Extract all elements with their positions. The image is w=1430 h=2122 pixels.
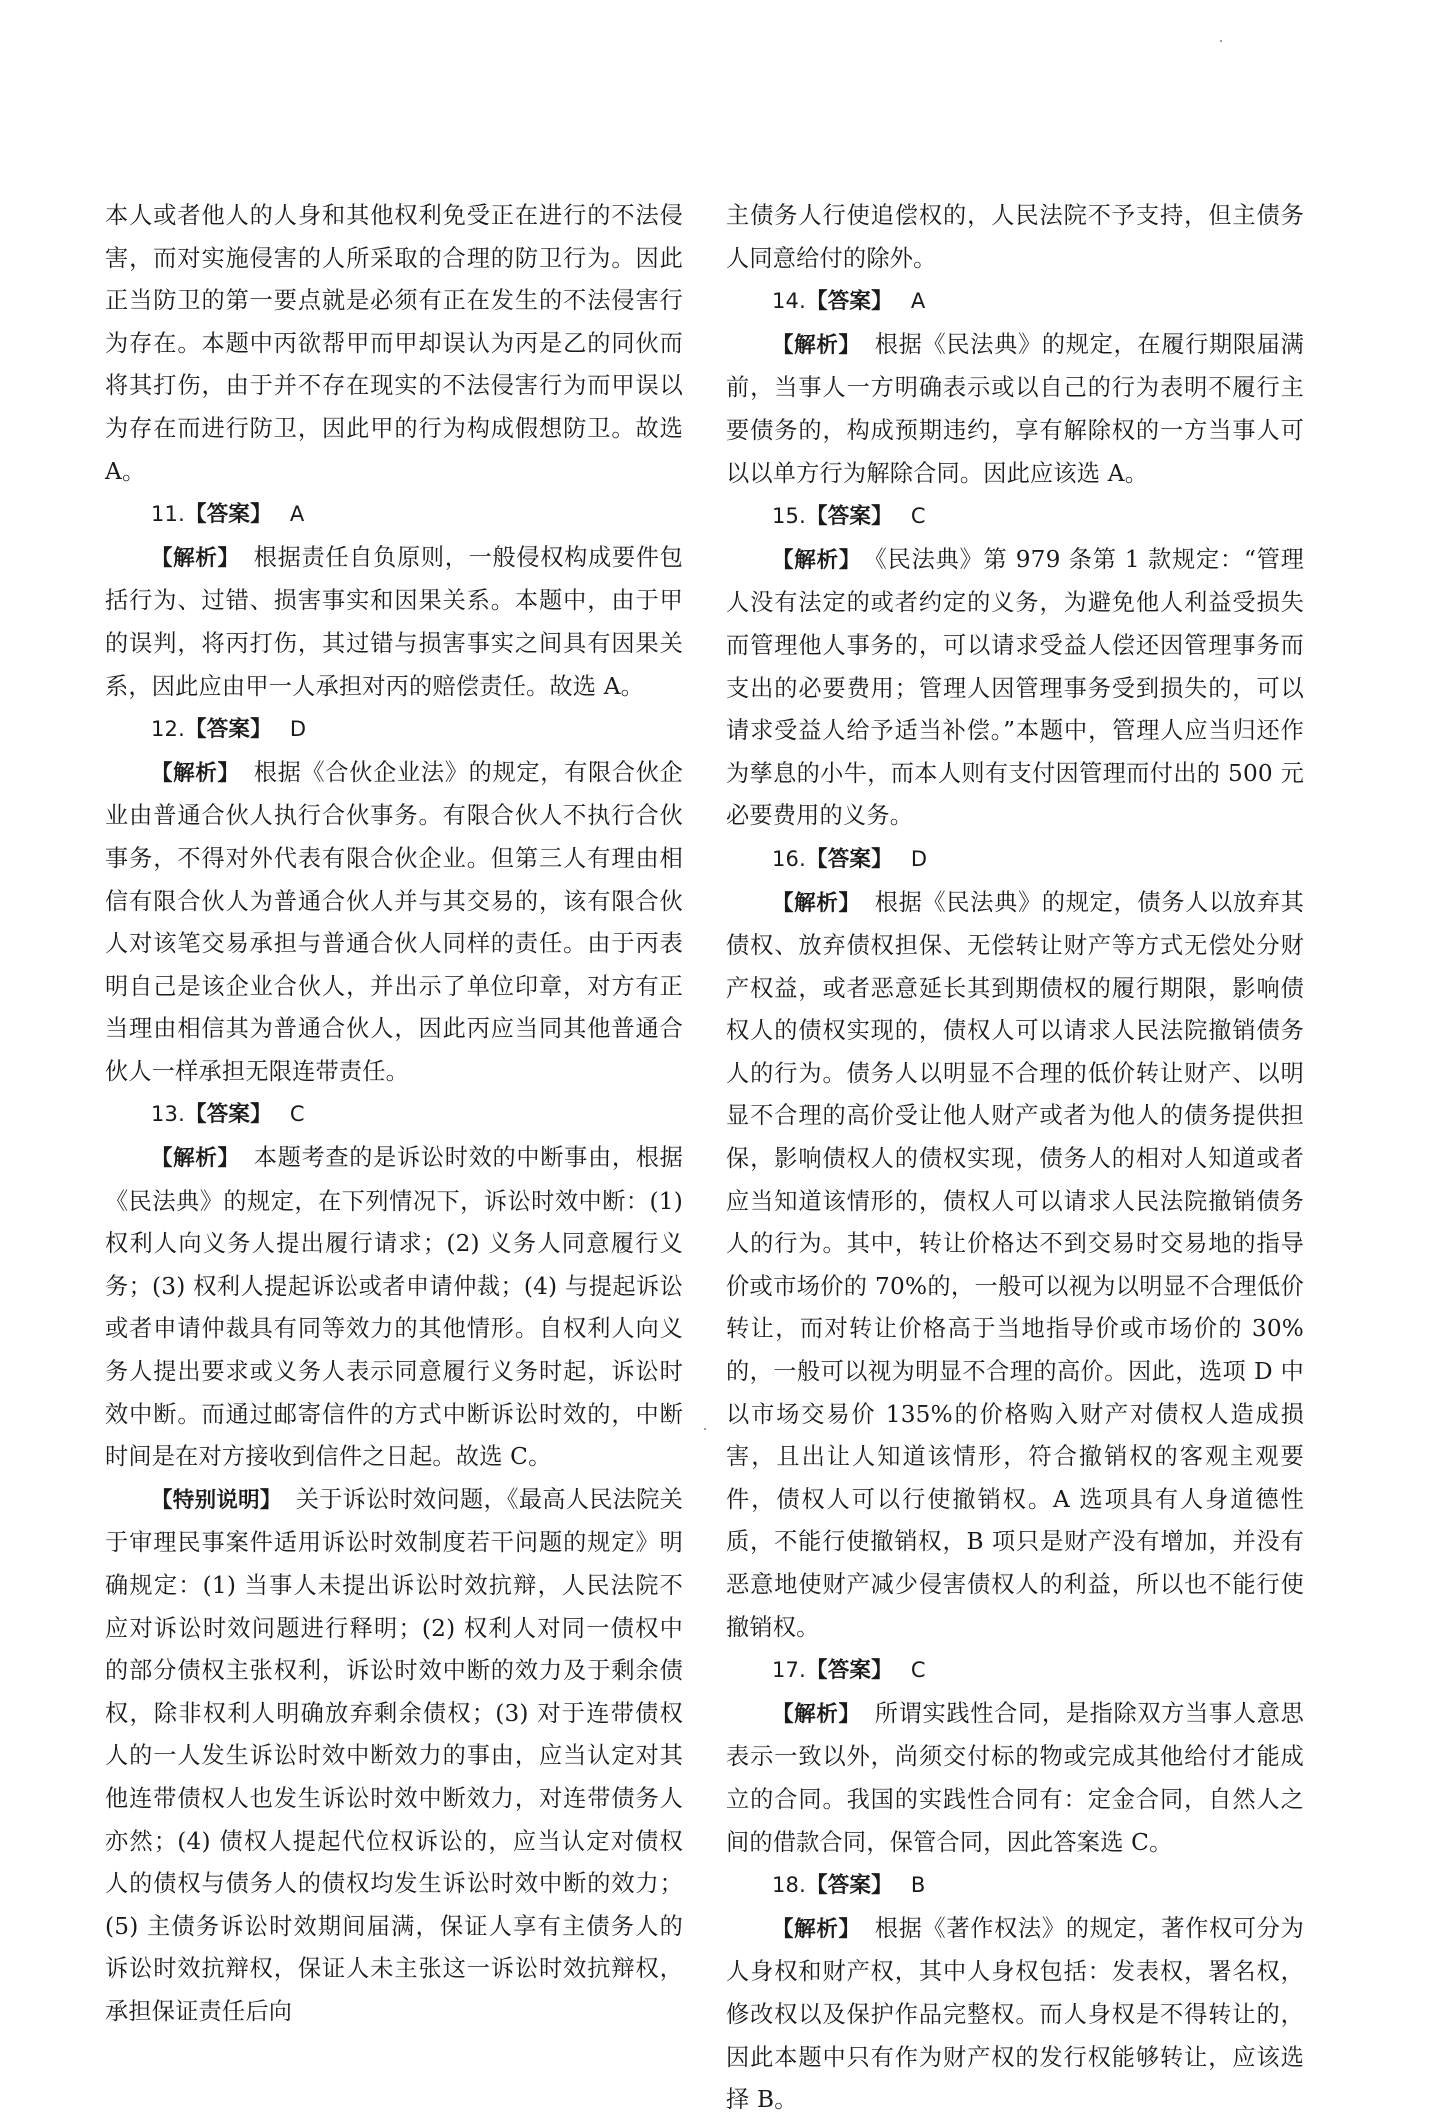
answer-tag: 【答案】	[185, 502, 272, 528]
answer-line-15	[726, 495, 1304, 539]
question-number: 18.	[772, 1873, 806, 1898]
answer-tag: 【答案】	[806, 504, 893, 530]
answer-line-16	[726, 838, 1304, 882]
answer-value: C	[289, 1102, 305, 1127]
explanation-13	[105, 1137, 683, 1479]
answer-value: A	[289, 502, 305, 527]
question-number: 14.	[772, 289, 806, 314]
question-number: 12.	[151, 717, 185, 742]
answer-line-18	[726, 1864, 1304, 1908]
answer-tag: 【答案】	[806, 1658, 893, 1684]
explanation-text: 所谓实践性合同，是指除双方当事人意思表示一致以外，尚须交付标的物或完成其他给付才能成立的合同。我国的实践性合同有：定金合同，自然人之间的借款合同，保管合同，因此答案选 C。	[726, 1699, 1304, 1856]
continued-paragraph: 本人或者他人的人身和其他权利免受正在进行的不法侵害，而对实施侵害的人所采取的合理的防卫行为。因此正当防卫的第一要点就是必须有正在发生的不法侵害行为存在。本题中丙欲帮甲而甲却误认为丙是乙的同伙而将其打伤，由于并不存在现实的不法侵害行为而甲误以为存在而进行防卫，因此甲的行为构成假想防卫。故选 A。	[105, 202, 683, 485]
answer-line-11	[105, 493, 683, 537]
explanation-text: 根据《民法典》的规定，债务人以放弃其债权、放弃债权担保、无偿转让财产等方式无偿处分财产权益，或者恶意延长其到期债权的履行期限，影响债权人的债权实现的，债权人可以请求人民法院撤销债务人的行为。债务人以明显不合理的低价转让财产、以明显不合理的高价受让他人财产或者为他人的债务提供担保，影响债权人的债权实现，债务人的相对人知道或者应当知道该情形的，债权人可以请求人民法院撤销债务人的行为。其中，转让价格达不到交易时交易地的指导价或市场价的 70%的，一般可以视为以明显不合理低价转让，而对转让价格高于当地指导价或市场价的 30%的，一般可以视为明显不合理的高价。因此，选项 D 中以市场交易价 135%的价格购入财产对债权人造成损害，且出让人知道该情形，符合撤销权的客观主观要件，债权人可以行使撤销权。A 选项具有人身道德性质，不能行使撤销权，B 项只是财产没有增加，并没有恶意地使财产减少侵害债权人的利益，所以也不能行使撤销权。	[726, 888, 1304, 1641]
answer-tag: 【答案】	[185, 717, 272, 743]
explanation-tag: 【解析】	[772, 332, 861, 358]
question-number: 17.	[772, 1658, 806, 1683]
special-note-tag: 【特别说明】	[151, 1487, 282, 1513]
answer-value: A	[910, 289, 926, 314]
explanation-text: 《民法典》第 979 条第 1 款规定：“管理人没有法定的或者约定的义务，为避免他人利益受损失而管理他人事务的，可以请求受益人偿还因管理事务而支出的必要费用；管理人因管理事务受到损失的，可以请求受益人给予适当补偿。”本题中，管理人应当归还作为孳息的小牛，而本人则有支付因管理而付出的 500 元必要费用的义务。	[726, 545, 1304, 830]
question-number: 16.	[772, 846, 806, 871]
answer-line-13	[105, 1093, 683, 1137]
explanation-tag: 【解析】	[151, 545, 240, 571]
answer-tag: 【答案】	[806, 289, 893, 315]
answer-value: D	[910, 846, 928, 871]
explanation-tag: 【解析】	[151, 1146, 240, 1172]
scan-speck-dot	[1220, 40, 1222, 42]
answer-tag: 【答案】	[806, 1873, 893, 1899]
answer-tag: 【答案】	[185, 1102, 272, 1128]
continued-paragraph: 主债务人行使追偿权的，人民法院不予支持，但主债务人同意给付的除外。	[726, 202, 1304, 272]
explanation-tag: 【解析】	[772, 890, 861, 916]
explanation-14	[726, 324, 1304, 495]
answer-value: D	[289, 717, 307, 742]
answer-value: C	[910, 1658, 926, 1683]
answer-tag: 【答案】	[806, 846, 893, 872]
explanation-tag: 【解析】	[772, 547, 862, 573]
explanation-text: 根据《合伙企业法》的规定，有限合伙企业由普通合伙人执行合伙事务。有限合伙人不执行合伙事务，不得对外代表有限合伙企业。但第三人有理由相信有限合伙人为普通合伙人并与其交易的，该有限合伙人对该笔交易承担与普通合伙人同样的责任。由于丙表明自己是该企业合伙人，并出示了单位印章，对方有正当理由相信其为普通合伙人，因此丙应当同其他普通合伙人一样承担无限连带责任。	[105, 758, 683, 1085]
answer-line-14	[726, 280, 1304, 324]
special-note-13	[105, 1479, 683, 2034]
explanation-text: 根据《著作权法》的规定，著作权可分为人身权和财产权，其中人身权包括：发表权，署名权，修改权以及保护作品完整权。而人身权是不得转让的，因此本题中只有作为财产权的发行权能够转让，应该选择 B。	[726, 1914, 1304, 2114]
explanation-tag: 【解析】	[772, 1701, 861, 1727]
explanation-17	[726, 1693, 1304, 1864]
question-number: 13.	[151, 1102, 185, 1127]
explanation-text: 根据责任自负原则，一般侵权构成要件包括行为、过错、损害事实和因果关系。本题中，由于甲的误判，将丙打伤，其过错与损害事实之间具有因果关系，因此应由甲一人承担对丙的赔偿责任。故选 A。	[105, 543, 683, 700]
answer-line-17	[726, 1649, 1304, 1693]
question-number: 11.	[151, 502, 185, 527]
explanation-text: 本题考查的是诉讼时效的中断事由，根据《民法典》的规定，在下列情况下，诉讼时效中断：(1) 权利人向义务人提出履行请求；(2) 义务人同意履行义务；(3) 权利人提起诉讼或者申请仲裁；(4) 与提起诉讼或者申请仲裁具有同等效力的其他情形。自权利人向义务人提出要求或义务人表示同意履行义务时起，诉讼时效中断。而通过邮寄信件的方式中断诉讼时效的，中断时间是在对方接收到信件之日起。故选 C。	[105, 1144, 683, 1471]
explanation-18	[726, 1908, 1304, 2122]
explanation-12	[105, 752, 683, 1094]
answer-value: B	[910, 1873, 926, 1898]
left-column	[105, 195, 683, 2034]
answer-value: C	[910, 504, 926, 529]
explanation-tag: 【解析】	[151, 760, 240, 786]
explanation-tag: 【解析】	[772, 1916, 861, 1942]
answer-line-12	[105, 708, 683, 752]
explanation-15	[726, 539, 1304, 838]
right-column	[726, 195, 1304, 2122]
special-note-text: 关于诉讼时效问题，《最高人民法院关于审理民事案件适用诉讼时效制度若干问题的规定》明确规定：(1) 当事人未提出诉讼时效抗辩，人民法院不应对诉讼时效问题进行释明；(2) 权利人对同一债权中的部分债权主张权利，诉讼时效中断的效力及于剩余债权，除非权利人明确放弃剩余债权；(3) 对于连带债权人的一人发生诉讼时效中断效力的事由，应当认定对其他连带债权人也发生诉讼时效中断效力，对连带债务人亦然；(4) 债权人提起代位权诉讼的，应当认定对债权人的债权与债务人的债权均发生诉讼时效中断的效力；(5) 主债务诉讼时效期间届满，保证人享有主债务人的诉讼时效抗辩权，保证人未主张这一诉讼时效抗辩权，承担保证责任后向	[105, 1485, 683, 2025]
explanation-text: 根据《民法典》的规定，在履行期限届满前，当事人一方明确表示或以自己的行为表明不履行主要债务的，构成预期违约，享有解除权的一方当事人可以以单方行为解除合同。因此应该选 A。	[726, 330, 1304, 487]
question-number: 15.	[772, 504, 806, 529]
explanation-11	[105, 537, 683, 708]
scan-speck-dot	[704, 1428, 706, 1430]
explanation-16	[726, 882, 1304, 1650]
